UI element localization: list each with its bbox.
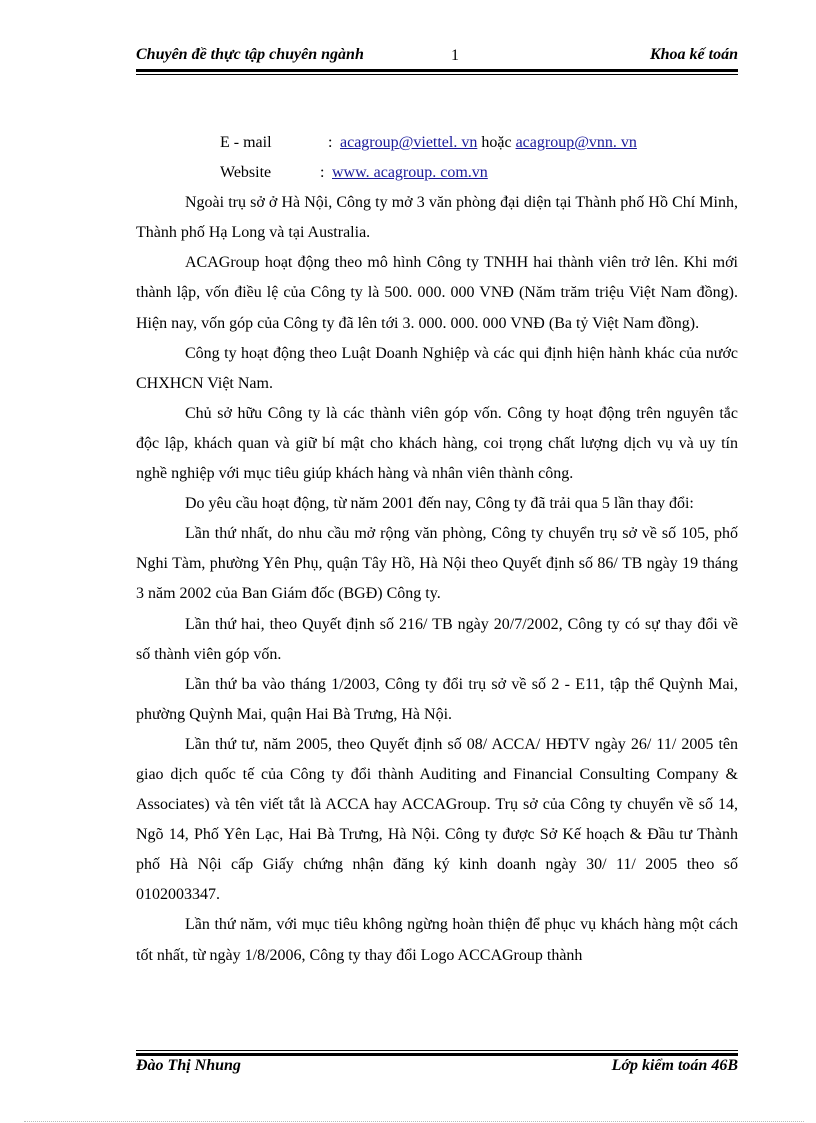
paragraph-change-1: Lần thứ nhất, do nhu cầu mở rộng văn phòng, Công ty chuyển trụ sở về số 105, phố Nghi Tàm, phường Yên Phụ, quận Tây Hồ, Hà Nội theo Quyết định số 86/ TB ngày 19 tháng 3 năm 2002 của Ban Giám đốc (BGĐ) Công ty. — [136, 525, 738, 603]
header-course-title: Chuyên đề thực tập chuyên ngành — [136, 46, 364, 63]
paragraph-change-4: Lần thứ tư, năm 2005, theo Quyết định số 08/ ACCA/ HĐTV ngày 26/ 11/ 2005 tên giao dịch quốc tế của Công ty đổi thành Auditing and Financial Consulting Company & Associates) và tên viết tắt là ACCA hay ACCAGroup. Trụ sở của Công ty chuyển về số 14, Ngõ 14, Phố Yên Lạc, Hai Bà Trưng, Hà Nội. Công ty được Sở Kế hoạch & Đầu tư Thành phố Hà Nội cấp Giấy chứng nhận đăng ký kinh doanh ngày 30/ 11/ 2005 theo số 0102003347. — [136, 735, 738, 904]
footer-author: Đào Thị Nhung — [136, 1057, 241, 1074]
page-footer — [136, 1057, 738, 1079]
email-link-1[interactable]: acagroup@viettel. vn — [340, 134, 478, 151]
footer-rule-thin — [136, 1050, 738, 1051]
email-colon: : — [328, 134, 333, 151]
footer-class: Lớp kiểm toán 46B — [611, 1057, 738, 1074]
paragraph-change-3: Lần thứ ba vào tháng 1/2003, Công ty đổi trụ sở về số 2 - E11, tập thể Quỳnh Mai, phường Quỳnh Mai, quận Hai Bà Trưng, Hà Nội. — [136, 675, 738, 723]
website-line — [136, 158, 738, 188]
header-rule-thick — [136, 69, 738, 72]
header-department: Khoa kế toán — [649, 46, 738, 63]
header-rule-thin — [136, 74, 738, 75]
footer-rule-thick — [136, 1053, 738, 1056]
email-line — [136, 128, 738, 158]
paragraph-capital: ACAGroup hoạt động theo mô hình Công ty TNHH hai thành viên trở lên. Khi mới thành lập, vốn điều lệ của Công ty là 500. 000. 000 VNĐ (Năm trăm triệu Việt Nam đồng). Hiện nay, vốn góp của Công ty đã lên tới 3. 000. 000. 000 VNĐ (Ba tỷ Việt Nam đồng). — [136, 254, 738, 332]
paragraph-change-5: Lần thứ năm, với mục tiêu không ngừng hoàn thiện để phục vụ khách hàng một cách tốt nhất, từ ngày 1/8/2006, Công ty thay đổi Logo ACCAGroup thành — [136, 916, 738, 964]
page-header — [136, 46, 738, 68]
website-colon: : — [320, 164, 325, 182]
paragraph-change-2: Lần thứ hai, theo Quyết định số 216/ TB ngày 20/7/2002, Công ty có sự thay đổi về số thành viên góp vốn. — [136, 615, 738, 663]
paragraph-law: Công ty hoạt động theo Luật Doanh Nghiệp và các qui định hiện hành khác của nước CHXHCN Việt Nam. — [136, 344, 738, 392]
website-link[interactable]: www. acagroup. com.vn — [332, 164, 488, 182]
email-or: hoặc — [481, 134, 512, 151]
page-bottom-edge — [24, 1121, 804, 1122]
paragraph-changes-intro: Do yêu cầu hoạt động, từ năm 2001 đến nay, Công ty đã trải qua 5 lần thay đổi: — [185, 495, 694, 513]
email-link-2[interactable]: acagroup@vnn. vn — [515, 134, 637, 151]
website-label: Website — [220, 164, 272, 182]
paragraph-owners: Chủ sở hữu Công ty là các thành viên góp vốn. Công ty hoạt động trên nguyên tắc độc lập, khách quan và giữ bí mật cho khách hàng, coi trọng chất lượng dịch vụ và uy tín nghề nghiệp với mục tiêu giúp khách hàng và nhân viên thành công. — [136, 404, 738, 483]
document-body — [136, 128, 738, 971]
email-label: E - mail — [220, 134, 272, 151]
page-number: 1 — [451, 47, 459, 64]
paragraph-offices: Ngoài trụ sở ở Hà Nội, Công ty mở 3 văn phòng đại diện tại Thành phố Hồ Chí Minh, Thành phố Hạ Long và tại Australia. — [136, 194, 738, 242]
